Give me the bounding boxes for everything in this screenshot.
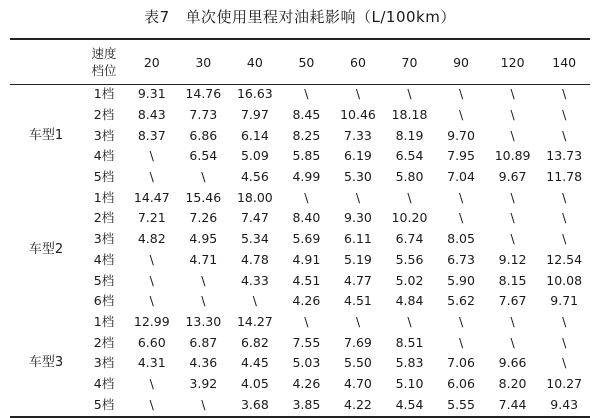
value-cell: 5.55: [447, 396, 475, 412]
gear-speed-header: [82, 40, 126, 84]
value-cell: 4.45: [240, 355, 269, 371]
gear-cell: 4档: [93, 148, 115, 164]
value-cell: \: [201, 272, 206, 288]
gear-cell: 1档: [93, 313, 115, 329]
table-row: [10, 125, 590, 146]
header-row: [10, 40, 590, 84]
value-cell: 14.27: [236, 313, 273, 329]
value-cell: 5.50: [344, 355, 372, 371]
gear-cell: 5档: [93, 272, 115, 288]
table-row: [10, 270, 590, 291]
value-cell: 7.44: [498, 396, 527, 412]
gear-cell: 2档: [93, 107, 115, 123]
gear-cell: 4档: [93, 375, 115, 391]
value-cell: 8.20: [498, 375, 527, 391]
value-cell: 4.51: [292, 272, 321, 288]
value-cell: 5.69: [292, 231, 321, 247]
value-cell: 4.91: [292, 251, 321, 267]
value-cell: 7.67: [498, 293, 527, 309]
value-cell: 7.55: [292, 334, 321, 350]
value-cell: 15.46: [185, 189, 222, 205]
value-cell: \: [201, 169, 206, 185]
value-cell: 5.09: [240, 148, 269, 164]
value-cell: 4.78: [240, 251, 269, 267]
value-cell: 13.30: [185, 313, 222, 329]
value-cell: 10.20: [391, 210, 428, 226]
value-cell: 5.10: [395, 375, 424, 391]
speed-header-cell: 60: [350, 54, 366, 70]
table-row: [10, 187, 590, 208]
value-cell: \: [304, 86, 309, 102]
value-cell: 4.71: [189, 251, 218, 267]
value-cell: 4.36: [189, 355, 218, 371]
value-cell: 9.12: [498, 251, 527, 267]
value-cell: 9.67: [498, 169, 527, 185]
value-cell: 10.08: [546, 272, 583, 288]
gear-cell: 5档: [93, 396, 115, 412]
value-cell: 5.34: [240, 231, 269, 247]
value-cell: 7.06: [447, 355, 475, 371]
value-cell: 8.19: [395, 127, 424, 143]
value-cell: \: [510, 107, 515, 123]
speed-header-cell: 70: [401, 54, 418, 70]
value-cell: \: [149, 396, 154, 412]
value-cell: \: [510, 231, 515, 247]
value-cell: \: [304, 189, 309, 205]
value-cell: 5.30: [344, 169, 372, 185]
gear-cell: 3档: [93, 127, 115, 143]
value-cell: 12.54: [546, 251, 583, 267]
value-cell: 8.15: [498, 272, 527, 288]
value-cell: 4.56: [240, 169, 269, 185]
value-cell: 7.95: [447, 148, 475, 164]
value-cell: 6.73: [447, 251, 475, 267]
value-cell: 10.27: [546, 375, 583, 391]
vehicle-type-cell: 车型1: [28, 127, 64, 143]
value-cell: 8.05: [447, 231, 475, 247]
value-cell: 6.19: [344, 148, 372, 164]
speed-header-cell: 50: [298, 54, 315, 70]
value-cell: 9.43: [550, 396, 579, 412]
value-cell: 5.90: [447, 272, 475, 288]
value-cell: \: [458, 107, 464, 123]
table-row: [10, 167, 590, 188]
fuel-consumption-table: [10, 40, 590, 415]
value-cell: \: [562, 355, 567, 371]
value-cell: 4.26: [292, 375, 321, 391]
value-cell: \: [407, 189, 412, 205]
value-cell: \: [510, 86, 515, 102]
value-cell: 8.25: [292, 127, 321, 143]
value-cell: 10.89: [494, 148, 531, 164]
value-cell: 5.80: [395, 169, 424, 185]
value-cell: \: [355, 313, 361, 329]
value-cell: \: [510, 210, 515, 226]
table-row: [10, 291, 590, 312]
table-row: [10, 312, 590, 333]
value-cell: 7.33: [344, 127, 372, 143]
vehicle-type-header: [10, 40, 82, 84]
value-cell: 9.71: [550, 293, 579, 309]
value-cell: 4.70: [344, 375, 372, 391]
speed-header-cell: 30: [195, 54, 212, 70]
value-cell: \: [355, 189, 361, 205]
value-cell: \: [149, 375, 154, 391]
value-cell: 8.51: [395, 334, 424, 350]
value-cell: 16.63: [236, 86, 273, 102]
value-cell: 3.92: [189, 375, 218, 391]
value-cell: \: [201, 396, 206, 412]
value-cell: \: [407, 86, 412, 102]
value-cell: 12.99: [133, 313, 170, 329]
value-cell: 4.33: [240, 272, 269, 288]
value-cell: 6.14: [240, 127, 269, 143]
value-cell: 4.99: [292, 169, 321, 185]
value-cell: \: [510, 189, 515, 205]
table-row: [10, 332, 590, 353]
value-cell: 14.47: [133, 189, 170, 205]
value-cell: 7.73: [189, 107, 218, 123]
value-cell: 7.26: [189, 210, 218, 226]
value-cell: 14.76: [185, 86, 222, 102]
vehicle-type-cell: 车型2: [28, 241, 64, 257]
value-cell: \: [149, 169, 154, 185]
value-cell: 6.54: [395, 148, 424, 164]
gear-cell: 4档: [93, 251, 115, 267]
value-cell: 6.60: [137, 334, 166, 350]
value-cell: 18.00: [236, 189, 273, 205]
value-cell: 8.45: [292, 107, 321, 123]
bottom-rule: [10, 416, 590, 418]
speed-header-label: 速度: [91, 46, 117, 61]
speed-header-cell: 20: [143, 54, 160, 70]
value-cell: 6.11: [344, 231, 372, 247]
value-cell: 5.19: [344, 251, 372, 267]
value-cell: 7.69: [344, 334, 372, 350]
value-cell: 7.21: [137, 210, 166, 226]
value-cell: 8.37: [137, 127, 166, 143]
value-cell: \: [562, 86, 567, 102]
value-cell: \: [458, 334, 464, 350]
value-cell: \: [562, 210, 567, 226]
table-row: [10, 374, 590, 395]
gear-cell: 2档: [93, 334, 115, 350]
value-cell: 4.31: [137, 355, 166, 371]
table-row: [10, 146, 590, 167]
value-cell: 13.73: [546, 148, 583, 164]
value-cell: \: [510, 127, 515, 143]
value-cell: \: [562, 313, 567, 329]
value-cell: 3.68: [240, 396, 269, 412]
table-row: [10, 353, 590, 374]
value-cell: \: [458, 210, 464, 226]
speed-header-cell: 140: [552, 54, 577, 70]
speed-header-cell: 40: [246, 54, 263, 70]
value-cell: \: [562, 127, 567, 143]
value-cell: \: [149, 148, 154, 164]
table-row: [10, 105, 590, 126]
table-row: [10, 208, 590, 229]
table-body: [10, 84, 590, 415]
value-cell: 9.31: [137, 86, 166, 102]
value-cell: 5.03: [292, 355, 321, 371]
value-cell: 9.66: [498, 355, 527, 371]
value-cell: \: [252, 293, 257, 309]
value-cell: 6.74: [395, 231, 424, 247]
value-cell: 4.22: [344, 396, 372, 412]
value-cell: \: [201, 293, 206, 309]
value-cell: \: [562, 189, 567, 205]
gear-cell: 1档: [93, 86, 115, 102]
value-cell: 8.43: [137, 107, 166, 123]
value-cell: \: [458, 313, 464, 329]
value-cell: 7.97: [240, 107, 269, 123]
value-cell: \: [149, 251, 154, 267]
value-cell: 5.02: [395, 272, 424, 288]
value-cell: 9.30: [344, 210, 372, 226]
value-cell: 6.06: [447, 375, 475, 391]
table-row: [10, 394, 590, 415]
value-cell: 6.86: [189, 127, 218, 143]
table-row: [10, 229, 590, 250]
gear-cell: 6档: [93, 293, 115, 309]
value-cell: 10.46: [340, 107, 376, 123]
speed-header-cell: 90: [453, 54, 469, 70]
speed-header-cell: 120: [500, 54, 525, 70]
value-cell: 6.82: [240, 334, 269, 350]
value-cell: 4.77: [344, 272, 372, 288]
value-cell: \: [510, 334, 515, 350]
value-cell: 4.82: [137, 231, 166, 247]
value-cell: 4.84: [395, 293, 424, 309]
value-cell: 3.85: [292, 396, 321, 412]
value-cell: \: [562, 231, 567, 247]
table-row: [10, 84, 590, 105]
gear-cell: 2档: [93, 210, 115, 226]
value-cell: 18.18: [391, 107, 428, 123]
value-cell: 11.78: [546, 169, 583, 185]
value-cell: \: [562, 334, 567, 350]
vehicle-type-cell: 车型3: [28, 355, 64, 371]
value-cell: \: [510, 313, 515, 329]
value-cell: \: [149, 272, 154, 288]
value-cell: 7.04: [447, 169, 475, 185]
value-cell: 6.87: [189, 334, 218, 350]
value-cell: 4.26: [292, 293, 321, 309]
value-cell: \: [149, 293, 154, 309]
value-cell: 5.62: [447, 293, 475, 309]
value-cell: 4.95: [189, 231, 218, 247]
table-row: [10, 250, 590, 271]
value-cell: \: [458, 86, 464, 102]
value-cell: \: [304, 313, 309, 329]
gear-cell: 3档: [93, 231, 115, 247]
gear-header-label: 档位: [91, 63, 117, 78]
table-title: 表7 单次使用里程对油耗影响（L/100km）: [144, 8, 456, 26]
value-cell: 4.51: [344, 293, 372, 309]
value-cell: 4.05: [240, 375, 269, 391]
value-cell: \: [407, 313, 412, 329]
gear-cell: 1档: [93, 189, 115, 205]
gear-cell: 5档: [93, 169, 115, 185]
value-cell: 7.47: [240, 210, 269, 226]
value-cell: 4.54: [395, 396, 424, 412]
value-cell: 5.85: [292, 148, 321, 164]
gear-cell: 3档: [93, 355, 115, 371]
value-cell: \: [458, 189, 464, 205]
value-cell: 8.40: [292, 210, 321, 226]
value-cell: 5.83: [395, 355, 424, 371]
value-cell: 6.54: [189, 148, 218, 164]
value-cell: 5.56: [395, 251, 424, 267]
value-cell: 9.70: [447, 127, 475, 143]
value-cell: \: [562, 107, 567, 123]
value-cell: \: [355, 86, 361, 102]
